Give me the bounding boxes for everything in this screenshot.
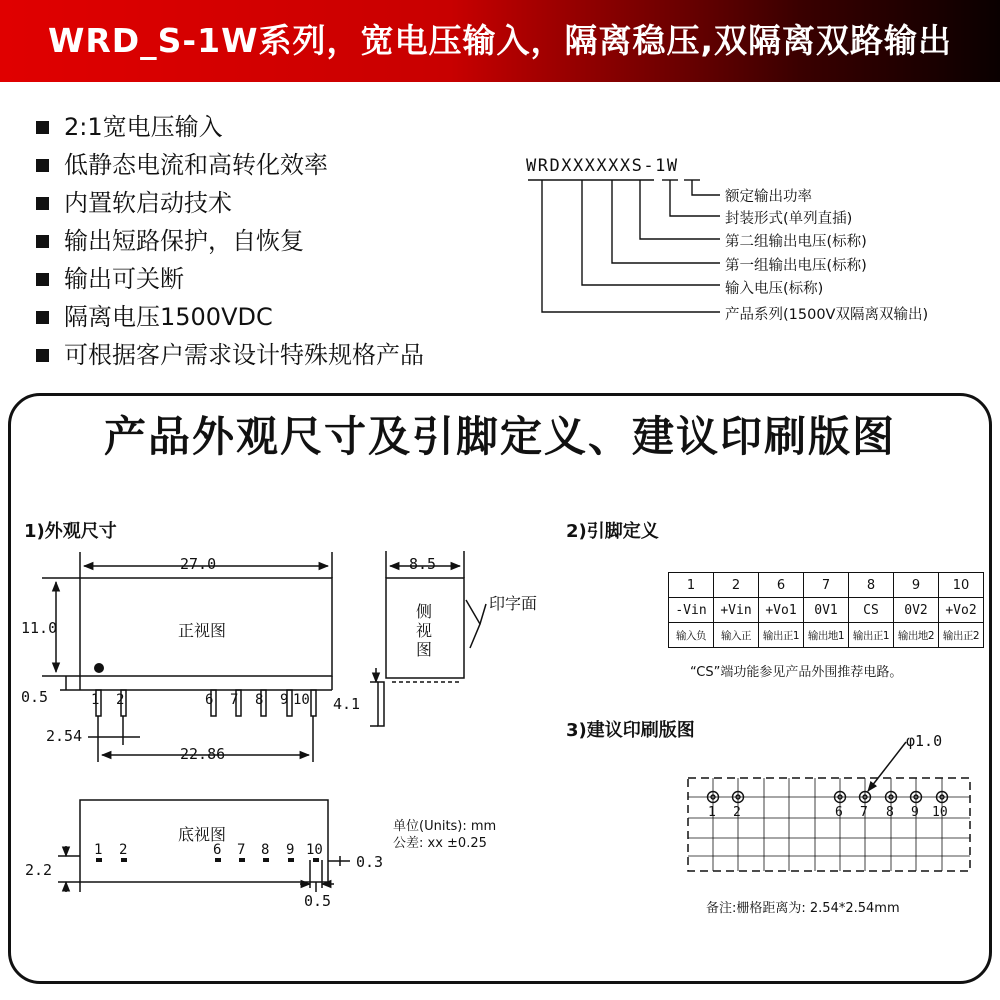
pin-signal-cell: +Vo2 [939, 598, 984, 623]
pin-number-cell: 10 [939, 573, 984, 598]
pin-number-row [669, 573, 984, 598]
pin-number-cell: 1 [669, 573, 714, 598]
dim-height: 11.0 [21, 619, 58, 637]
dim-length: 27.0 [180, 555, 217, 573]
side-view-char-3: 图 [416, 640, 433, 659]
pcb-pin-9: 9 [911, 805, 919, 820]
dim-pin-width: 0.3 [356, 853, 384, 871]
dim-span: 22.86 [180, 745, 226, 763]
bottom-pin-9: 9 [286, 842, 295, 858]
pcb-pin-1: 1 [708, 805, 716, 820]
bottom-view-label: 底视图 [178, 825, 227, 844]
code-label-output1: 第一组输出电压(标称) [725, 258, 867, 274]
front-pin-7: 7 [230, 692, 239, 708]
pin-function-cell: 输出地2 [894, 623, 939, 648]
dim-bottom-offset: 2.2 [25, 861, 53, 879]
section-pcb-title: 3)建议印刷版图 [566, 720, 695, 741]
code-label-power: 额定输出功率 [725, 189, 812, 205]
side-view-char-1: 侧 [416, 602, 433, 621]
front-pin-2: 2 [116, 692, 125, 708]
pcb-pin-2: 2 [733, 805, 741, 820]
pin-signal-cell: 0V1 [804, 598, 849, 623]
front-pin-1: 1 [91, 692, 100, 708]
tolerance-note: 公差: xx ±0.25 [393, 836, 487, 851]
feature-text: 输出可关断 [64, 265, 184, 293]
cs-pin-note: “CS”端功能参见产品外围推荐电路。 [690, 665, 903, 680]
section-pin-def-title: 2)引脚定义 [566, 521, 659, 542]
pin-function-cell: 输入正 [714, 623, 759, 648]
dim-pin-length: 4.1 [333, 695, 361, 713]
pin-function-cell: 输出正1 [849, 623, 894, 648]
front-pin-8: 8 [255, 692, 264, 708]
dim-width: 8.5 [409, 555, 437, 573]
pcb-pin-7: 7 [860, 805, 868, 820]
bottom-pin-6: 6 [213, 842, 222, 858]
code-label-input: 输入电压(标称) [725, 281, 824, 297]
panel-title: 产品外观尺寸及引脚定义、建议印刷版图 [103, 412, 896, 461]
pin-function-cell: 输出地1 [804, 623, 849, 648]
pin1-marker-dot [94, 663, 104, 673]
bottom-pin-1: 1 [94, 842, 103, 858]
code-label-output2: 第二组输出电压(标称) [725, 234, 867, 250]
pin-signal-cell: -Vin [669, 598, 714, 623]
feature-text: 内置软启动技术 [64, 189, 232, 217]
units-note: 单位(Units): mm [393, 819, 497, 834]
feature-text: 2:1宽电压输入 [64, 113, 223, 141]
pin-number-cell: 2 [714, 573, 759, 598]
pin-signal-cell: +Vo1 [759, 598, 804, 623]
feature-text: 输出短路保护，自恢复 [64, 227, 304, 255]
dim-offset: 0.5 [21, 688, 49, 706]
section-dimensions-title: 1)外观尺寸 [24, 521, 117, 542]
pcb-pin-8: 8 [886, 805, 894, 820]
feature-text: 低静态电流和高转化效率 [64, 151, 328, 179]
page-title: WRD_S-1W系列，宽电压输入，隔离稳压,双隔离双路输出 [47, 21, 953, 60]
front-view-label: 正视图 [178, 621, 227, 640]
front-pin-9: 9 [280, 692, 289, 708]
pcb-pin-6: 6 [835, 805, 843, 820]
dim-pitch: 2.54 [46, 727, 83, 745]
front-pin-10: 10 [293, 692, 310, 708]
pin-signal-cell: 0V2 [894, 598, 939, 623]
side-pin [378, 682, 384, 726]
feature-text: 隔离电压1500VDC [64, 303, 273, 331]
pin-function-cell: 输出正1 [759, 623, 804, 648]
pin-number-cell: 8 [849, 573, 894, 598]
hole-diameter-label: φ1.0 [906, 732, 943, 750]
pin-definition-table [668, 572, 984, 648]
pin-function-cell: 输出正2 [939, 623, 984, 648]
code-label-package: 封装形式(单列直插) [725, 211, 853, 227]
bottom-pin-7: 7 [237, 842, 246, 858]
print-face-label: 印字面 [489, 594, 538, 613]
bottom-pin-10: 10 [306, 842, 323, 858]
pin-function-row [669, 623, 984, 648]
feature-text: 可根据客户需求设计特殊规格产品 [64, 341, 424, 369]
code-label-series: 产品系列(1500V双隔离双输出) [725, 307, 929, 323]
pcb-pin-10: 10 [932, 805, 948, 820]
pin-number-cell: 7 [804, 573, 849, 598]
pin-10 [311, 690, 316, 716]
pin-signal-cell: CS [849, 598, 894, 623]
grid-spacing-note: 备注:栅格距离为: 2.54*2.54mm [706, 901, 900, 916]
bottom-pin-2: 2 [119, 842, 128, 858]
front-pin-6: 6 [205, 692, 214, 708]
side-view-char-2: 视 [416, 621, 433, 640]
pin-number-cell: 9 [894, 573, 939, 598]
pin-signal-row [669, 598, 984, 623]
pin-number-cell: 6 [759, 573, 804, 598]
model-code: WRDXXXXXXS-1W [526, 156, 679, 176]
bottom-pin-8: 8 [261, 842, 270, 858]
pin-function-cell: 输入负 [669, 623, 714, 648]
pcb-outline [688, 778, 970, 871]
pin-signal-cell: +Vin [714, 598, 759, 623]
dim-pin-edge: 0.5 [304, 892, 332, 910]
